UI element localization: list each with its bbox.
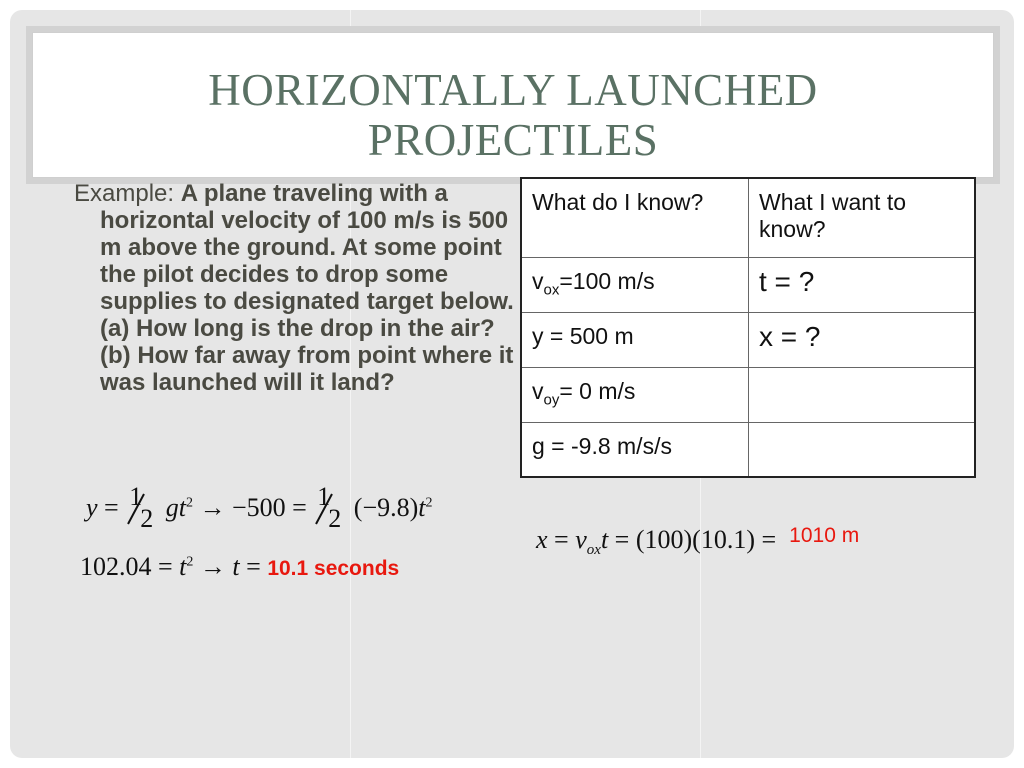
- known-text: v: [532, 377, 544, 404]
- example-problem: A plane traveling with a horizontal velocity of 100 m/s is 500 m above the ground. At some point the pilot decides to drop some supplies to designated target below. (a) How long is the drop in the air? (b) How far away from point where it was launched will it land?: [100, 180, 514, 396]
- horizontal-distance-equation: $x = v_{ox}t = (100)(10.1) = ^{1010 m}$: [536, 524, 860, 559]
- header-want: What I want to know?: [749, 178, 976, 257]
- table-row: [521, 257, 975, 312]
- kinematics-equation-y: y = 1 2 $gt^2 \to -500$ = 1 2 $(-9.8)t^2$: [86, 482, 433, 533]
- fraction-one-half: 1 2: [317, 482, 342, 533]
- slide: [10, 10, 1014, 758]
- want-cell: t = ?: [749, 257, 976, 312]
- known-cell: g = -9.8 m/s/s: [521, 422, 749, 477]
- known-subscript: ox: [543, 281, 560, 299]
- known-value: = 0 m/s: [559, 377, 636, 404]
- time-answer: 10.1 seconds: [267, 557, 400, 580]
- known-value: =100 m/s: [559, 267, 655, 294]
- want-cell: [749, 367, 976, 422]
- table-row: [521, 367, 975, 422]
- known-unknown-table: [520, 177, 976, 478]
- example-text: [74, 180, 530, 396]
- slide-title: HORIZONTALLY LAUNCHED PROJECTILES: [208, 65, 818, 165]
- known-cell: [521, 367, 749, 422]
- known-subscript: oy: [543, 391, 560, 409]
- known-text: v: [532, 267, 544, 294]
- table-row: [521, 422, 975, 477]
- example-label: Example:: [74, 180, 181, 207]
- table-header-row: [521, 178, 975, 257]
- want-cell: [749, 422, 976, 477]
- known-cell: y = 500 m: [521, 312, 749, 367]
- title-box: [32, 32, 994, 178]
- header-known: What do I know?: [521, 178, 749, 257]
- known-cell: [521, 257, 749, 312]
- distance-answer: 1010 m: [789, 524, 860, 547]
- table-row: [521, 312, 975, 367]
- time-solution-equation: $102.04 = t^2 \to t = 10.1$ seconds: [80, 552, 400, 581]
- fraction-one-half: 1 2: [129, 482, 154, 533]
- want-cell: x = ?: [749, 312, 976, 367]
